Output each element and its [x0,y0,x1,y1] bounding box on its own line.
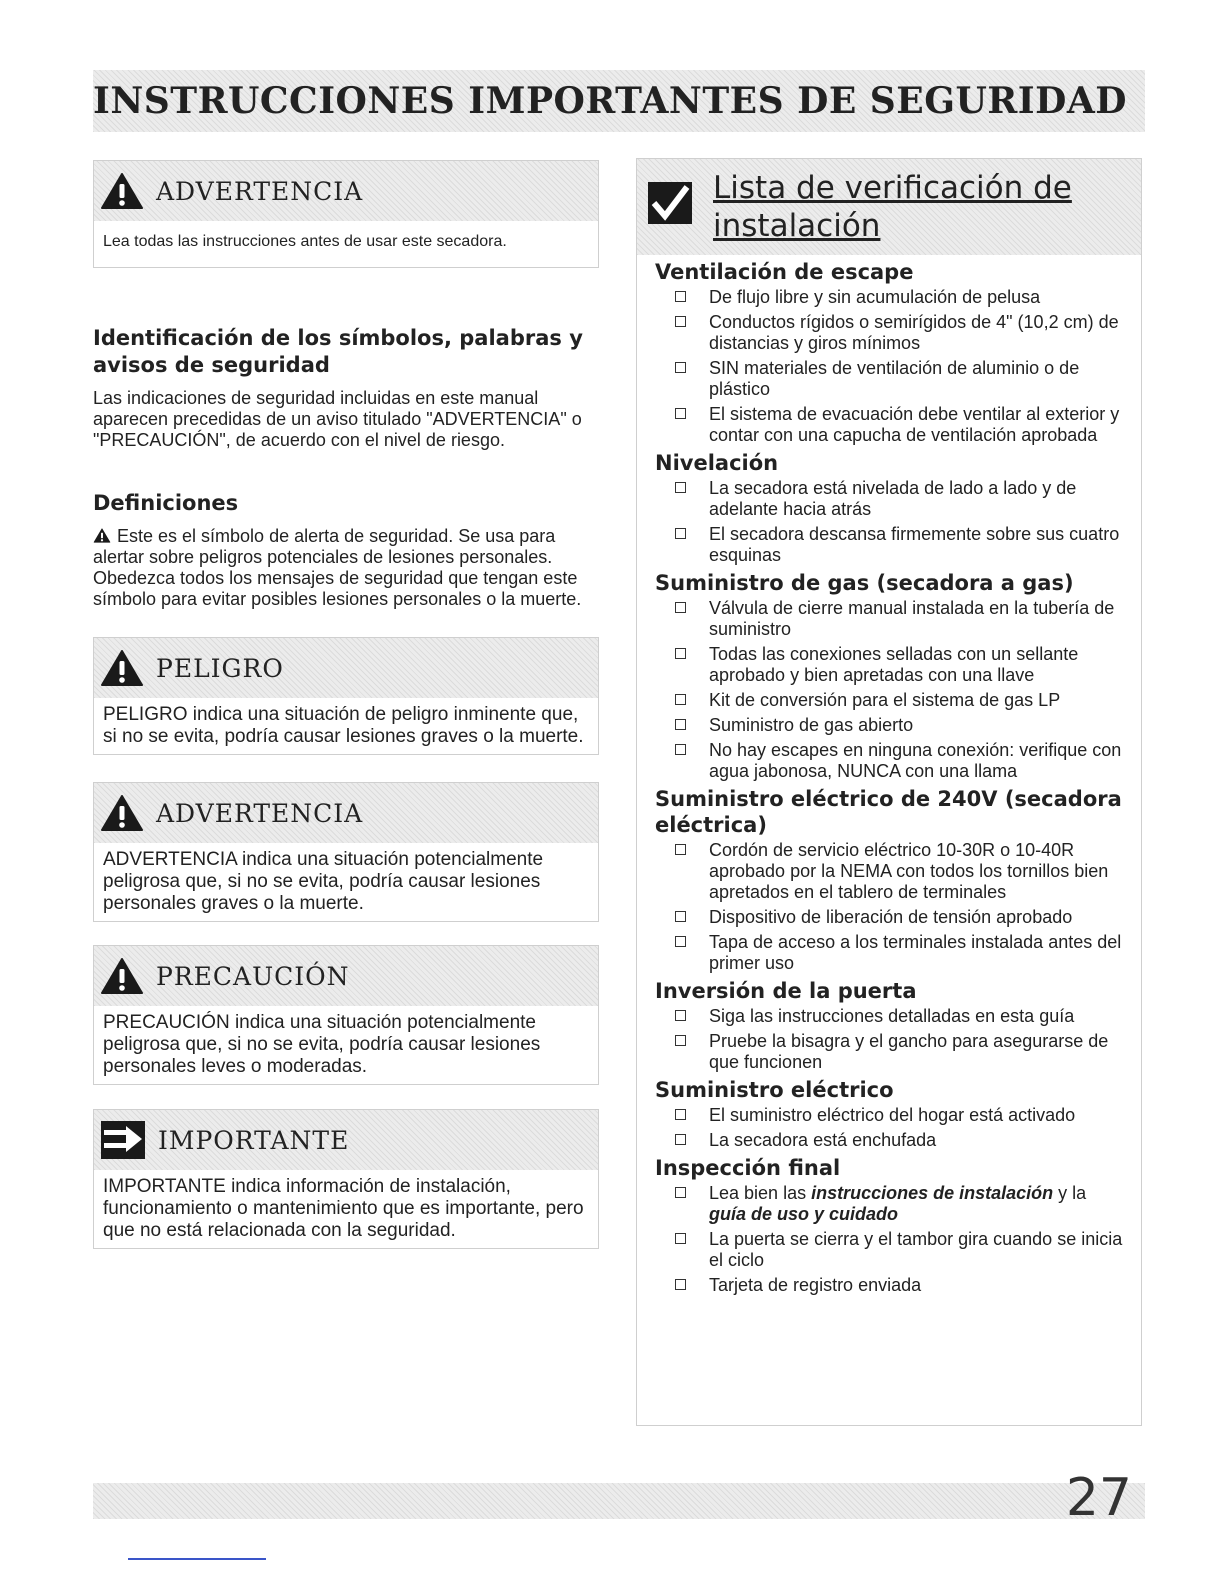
item-text: Pruebe la bisagra y el gancho para asegurarse de que funcionen [709,1031,1109,1072]
caution-header [94,946,598,1006]
caution-text: PRECAUCIÓN indica una situación potencialmente peligrosa que, si no se evita, podría causar lesiones personales leves o moderadas. [103,1012,541,1077]
danger-label: PELIGRO [156,653,284,683]
top-warning-box [93,160,599,268]
section-title: Inspección final [655,1156,841,1180]
page-title: INSTRUCCIONES IMPORTANTES DE SEGURIDAD [93,80,1127,122]
item-text: Suministro de gas abierto [709,715,914,735]
item-text: Kit de conversión para el sistema de gas LP [709,690,1061,710]
warning-box [93,782,599,922]
item-text: Lea bien las [709,1183,812,1203]
top-warning-header [94,161,598,221]
warning-triangle-icon [100,794,144,832]
checkbox-icon[interactable] [675,648,686,659]
checklist-title: Lista de verificación de instalación [713,170,1072,244]
checklist-item [655,404,1141,446]
checkbox-icon[interactable] [675,1187,686,1198]
warning-triangle-icon [100,957,144,995]
item-text: Todas las conexiones selladas con un sellante aprobado y bien apretadas con una llave [709,644,1079,685]
checklist-item [655,1229,1141,1271]
checklist-item [655,740,1141,782]
checklist-item [655,598,1141,640]
item-text: La puerta se cierra y el tambor gira cuando se inicia el ciclo [709,1229,1123,1270]
warning-header [94,783,598,843]
checklist-header [637,159,1141,255]
danger-box [93,637,599,755]
installation-checklist [636,158,1142,1426]
caution-box [93,945,599,1085]
checkmark-box-icon [647,181,693,225]
caution-label: PRECAUCIÓN [156,961,350,991]
checklist-items [655,478,1141,566]
checklist-items [655,840,1141,974]
item-text: Tapa de acceso a los terminales instalada antes del primer uso [709,932,1122,973]
checkbox-icon[interactable] [675,1109,686,1120]
checklist-items [655,1105,1141,1151]
warning-triangle-icon [100,649,144,687]
checkbox-icon[interactable] [675,744,686,755]
identification-text: Las indicaciones de seguridad incluidas en este manual aparecen precedidas de un aviso titulado "ADVERTENCIA" o "PRECAUCIÓN", de acuerdo con el nivel de riesgo. [93,388,582,450]
section-title: Nivelación [655,451,779,475]
checkbox-icon[interactable] [675,1134,686,1145]
checklist-item [655,644,1141,686]
checkbox-icon[interactable] [675,408,686,419]
item-text: Válvula de cierre manual instalada en la tubería de suministro [709,598,1115,639]
checklist-item [655,840,1141,903]
checkbox-icon[interactable] [675,316,686,327]
checkbox-icon[interactable] [675,694,686,705]
item-text: Tarjeta de registro enviada [709,1275,922,1295]
arrow-right-icon [100,1120,146,1160]
checklist-items [655,287,1141,446]
item-text: De flujo libre y sin acumulación de pelusa [709,287,1041,307]
section-title: Ventilación de escape [655,260,914,284]
top-warning-label: ADVERTENCIA [156,176,364,206]
checklist-item [655,524,1141,566]
item-text: No hay escapes en ninguna conexión: verifique con agua jabonosa, NUNCA con una llama [709,740,1122,781]
checkbox-icon[interactable] [675,1279,686,1290]
checkbox-icon[interactable] [675,602,686,613]
section-title: Suministro eléctrico de 240V (secadora eléctrica) [655,787,1122,837]
checklist-items [655,598,1141,782]
checklist-item [655,358,1141,400]
checkbox-icon[interactable] [675,911,686,922]
warning-text: ADVERTENCIA indica una situación potencialmente peligrosa que, si no se evita, podría causar lesiones personales graves o la muerte. [103,849,544,914]
item-text: Dispositivo de liberación de tensión aprobado [709,907,1073,927]
checklist-item [655,287,1141,308]
top-warning-text: Lea todas las instrucciones antes de usar este secadora. [103,233,507,250]
identification-heading: Identificación de los símbolos, palabras y avisos de seguridad [93,326,583,377]
page-number: 27 [1065,1468,1132,1528]
checklist-item [655,1031,1141,1073]
item-text: El secadora descansa firmemente sobre sus cuatro esquinas [709,524,1120,565]
important-label: IMPORTANTE [158,1125,350,1155]
page-title-banner [93,70,1145,132]
item-text: y la [1053,1183,1087,1203]
checklist-items [655,1183,1141,1296]
checklist-item [655,690,1141,711]
checkbox-icon[interactable] [675,719,686,730]
checkbox-icon[interactable] [675,528,686,539]
important-box [93,1109,599,1249]
checklist-item [655,1006,1141,1027]
section-title: Suministro eléctrico [655,1078,894,1102]
item-text: La secadora está enchufada [709,1130,937,1150]
item-text: SIN materiales de ventilación de aluminio o de plástico [709,358,1080,399]
checkbox-icon[interactable] [675,1010,686,1021]
checklist-item [655,1275,1141,1296]
checklist-body [637,259,1141,1296]
checklist-item [655,312,1141,354]
checklist-item [655,932,1141,974]
danger-header [94,638,598,698]
checkbox-icon[interactable] [675,482,686,493]
checklist-item [655,907,1141,928]
checkbox-icon[interactable] [675,362,686,373]
definitions-text: Este es el símbolo de alerta de seguridad. Se usa para alertar sobre peligros potenciales de lesiones personales. Obedezca todos los mensajes de seguridad que tengan este símbolo para evitar posibles lesiones personales o la muerte. [93,526,582,609]
checklist-item [655,478,1141,520]
item-text: Cordón de servicio eléctrico 10-30R o 10-40R aprobado por la NEMA con todos los tornillos bien apretados en el tablero de terminales [709,840,1109,902]
safety-alert-icon [93,528,111,543]
checklist-item [655,1183,1141,1225]
definitions-paragraph [93,526,593,610]
checklist-item [655,1105,1141,1126]
checklist-item [655,715,1141,736]
warning-label: ADVERTENCIA [156,798,364,828]
checkbox-icon[interactable] [675,291,686,302]
danger-text: PELIGRO indica una situación de peligro inminente que, si no se evita, podría causar lesiones graves o la muerte. [103,704,584,747]
item-text: Siga las instrucciones detalladas en esta guía [709,1006,1075,1026]
checklist-item [655,1130,1141,1151]
checkbox-icon[interactable] [675,1233,686,1244]
footer-bar [93,1483,1145,1519]
section-title: Suministro de gas (secadora a gas) [655,571,1074,595]
checklist-items [655,1006,1141,1073]
section-title: Inversión de la puerta [655,979,917,1003]
checkbox-icon[interactable] [675,936,686,947]
divider-line [128,1558,266,1560]
item-text: La secadora está nivelada de lado a lado y de adelante hacia atrás [709,478,1077,519]
checkbox-icon[interactable] [675,844,686,855]
warning-triangle-icon [100,172,144,210]
emphasis-text: instrucciones de instalación [811,1183,1054,1203]
definitions-heading: Definiciones [93,491,239,515]
item-text: El suministro eléctrico del hogar está activado [709,1105,1076,1125]
checkbox-icon[interactable] [675,1035,686,1046]
emphasis-text: guía de uso y cuidado [709,1204,899,1224]
item-text: El sistema de evacuación debe ventilar al exterior y contar con una capucha de ventilación aprobada [709,404,1120,445]
important-text: IMPORTANTE indica información de instalación, funcionamiento o mantenimiento que es importante, pero que no está relacionada con la seguridad. [103,1176,584,1241]
important-header [94,1110,598,1170]
item-text: Conductos rígidos o semirígidos de 4" (10,2 cm) de distancias y giros mínimos [709,312,1119,353]
